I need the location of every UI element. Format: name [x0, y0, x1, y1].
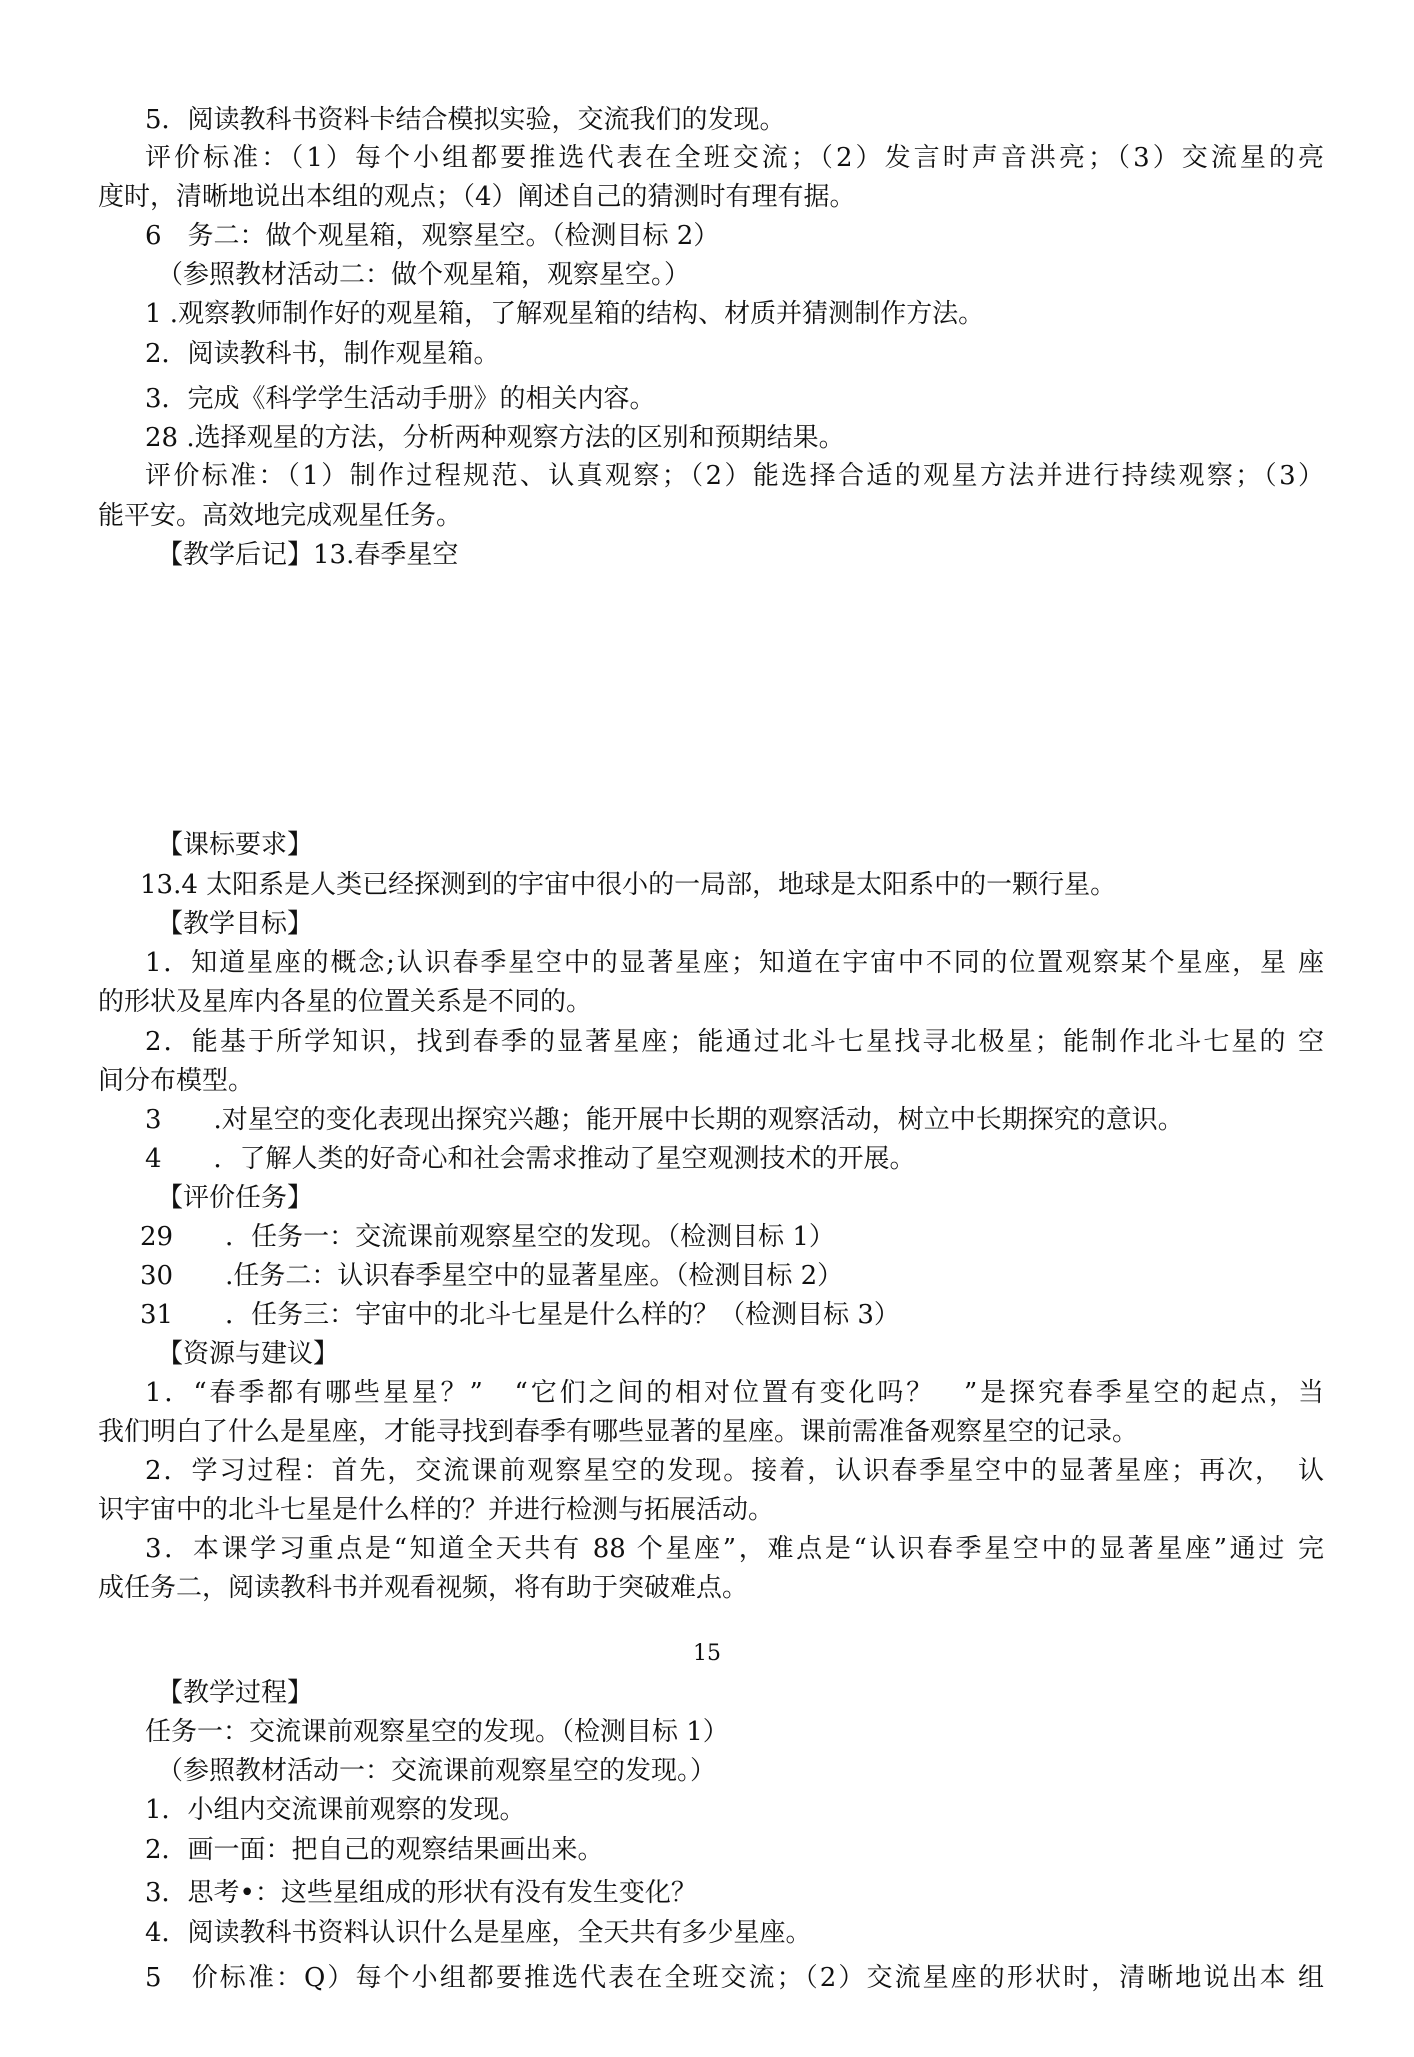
- text-line: 6 务二：做个观星箱，观察星空。（检测目标 2）: [145, 221, 720, 251]
- text-line: 1．小组内交流课前观察的发现。: [145, 1795, 526, 1825]
- section-heading: 【课标要求】: [157, 830, 314, 860]
- text-line: 成任务二，阅读教科书并观看视频，将有助于突破难点。: [98, 1573, 749, 1603]
- text-line: 的形状及星库内各星的位置关系是不同的。: [98, 987, 593, 1017]
- text-line: 1．知道星座的概念;认识春季星空中的显著星座；知道在宇宙中不同的位置观察某个星座，星 座: [145, 948, 1324, 978]
- text-line: 29 ．任务一：交流课前观察星空的发现。（检测目标 1）: [140, 1222, 835, 1252]
- text-line: 4．阅读教科书资料认识什么是星座，全天共有多少星座。: [145, 1918, 812, 1948]
- text-line: 识宇宙中的北斗七星是什么样的？并进行检测与拓展活动。: [98, 1495, 775, 1525]
- text-line: 31 ．任务三：宇宙中的北斗七星是什么样的？（检测目标 3）: [140, 1300, 900, 1330]
- section-heading: 【教学过程】: [157, 1678, 314, 1708]
- text-line: 我们明白了什么是星座，才能寻找到春季有哪些显著的星座。课前需准备观察星空的记录。: [98, 1417, 1139, 1447]
- section-heading: 【教学目标】: [157, 909, 314, 939]
- text-line: 2．学习过程：首先，交流课前观察星空的发现。接着，认识春季星空中的显著星座；再次， 认: [145, 1456, 1324, 1486]
- section-heading: 【评价任务】: [157, 1183, 314, 1213]
- text-line: 能平安。高效地完成观星任务。: [98, 501, 463, 531]
- text-line: （参照教材活动二：做个观星箱，观察星空。）: [157, 260, 691, 290]
- text-line: 1 .观察教师制作好的观星箱，了解观星箱的结构、材质并猜测制作方法。: [145, 299, 985, 329]
- text-line: 5．阅读教科书资料卡结合模拟实验，交流我们的发现。: [145, 105, 786, 135]
- text-line: 2．阅读教科书，制作观星箱。: [145, 339, 500, 369]
- text-line: 3．思考•：这些星组成的形状有没有发生变化？: [145, 1878, 697, 1908]
- text-line: 3 .对星空的变化表现出探究兴趣；能开展中长期的观察活动，树立中长期探究的意识。: [145, 1105, 1184, 1135]
- text-line: 3．本课学习重点是“知道全天共有 88 个星座”，难点是“认识春季星空中的显著星座”通过 完: [145, 1534, 1324, 1564]
- text-line: 5 价标准：Q）每个小组都要推选代表在全班交流；（2）交流星座的形状时，清晰地说出本 组: [145, 1963, 1324, 1993]
- text-line: 评价标准：（1）每个小组都要推选代表在全班交流；（2）发言时声音洪亮；（3）交流星的亮: [145, 143, 1324, 173]
- text-line: 3．完成《科学学生活动手册》的相关内容。: [145, 384, 656, 414]
- text-line: 13.4 太阳系是人类已经探测到的宇宙中很小的一局部，地球是太阳系中的一颗行星。: [140, 870, 1117, 900]
- page-number: 15: [693, 1641, 721, 1666]
- section-heading: 【教学后记】13.春季星空: [157, 540, 459, 570]
- text-line: 评价标准：（1）制作过程规范、认真观察；（2）能选择合适的观星方法并进行持续观察；（3）: [145, 461, 1324, 491]
- text-line: 任务一：交流课前观察星空的发现。（检测目标 1）: [145, 1717, 729, 1747]
- text-line: 度时，清晰地说出本组的观点；（4）阐述自己的猜测时有理有据。: [98, 182, 856, 212]
- text-line: 28 .选择观星的方法，分析两种观察方法的区别和预期结果。: [145, 423, 845, 453]
- text-line: 4 ．了解人类的好奇心和社会需求推动了星空观测技术的开展。: [145, 1144, 916, 1174]
- text-line: 30 .任务二：认识春季星空中的显著星座。（检测目标 2）: [140, 1261, 844, 1291]
- text-line: 间分布模型。: [98, 1066, 255, 1096]
- text-line: 1．“春季都有哪些星星？” “它们之间的相对位置有变化吗？ ”是探究春季星空的起点，当: [145, 1378, 1324, 1408]
- text-line: 2．画一面：把自己的观察结果画出来。: [145, 1835, 604, 1865]
- text-line: （参照教材活动一：交流课前观察星空的发现。）: [157, 1756, 717, 1786]
- section-heading: 【资源与建议】: [157, 1339, 340, 1369]
- text-line: 2．能基于所学知识，找到春季的显著星座；能通过北斗七星找寻北极星；能制作北斗七星的 空: [145, 1027, 1324, 1057]
